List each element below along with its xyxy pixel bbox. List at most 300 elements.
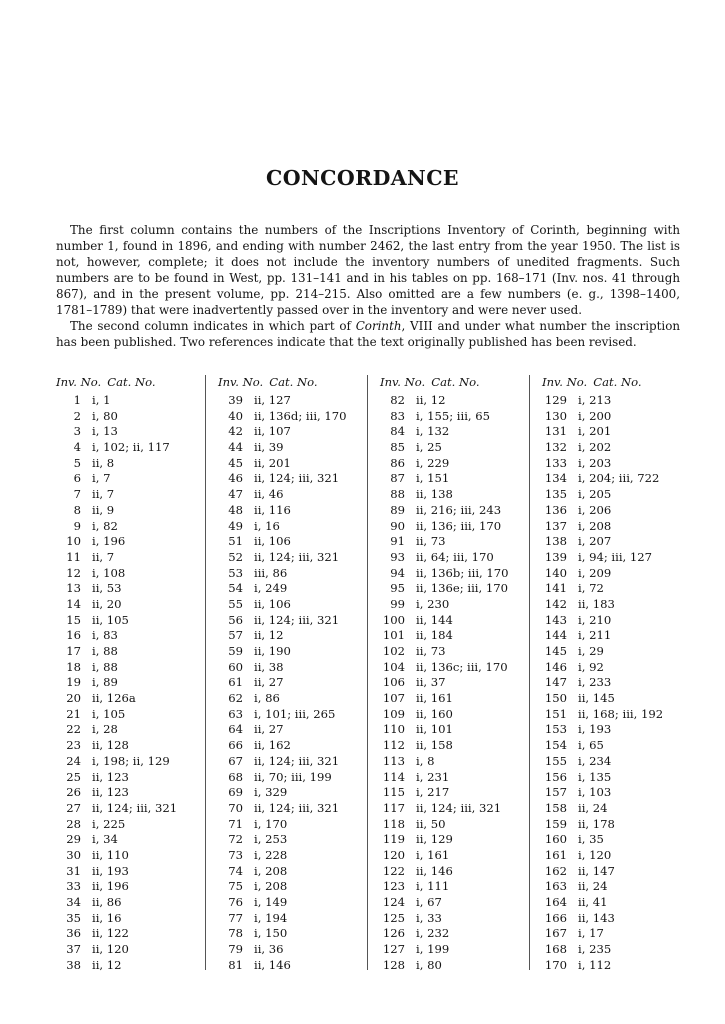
inv-number: 109 [382,706,405,721]
concordance-row [56,895,206,911]
inv-number: 69 [228,785,243,800]
concordance-row [56,660,206,676]
concordance-row [56,597,206,613]
concordance-column-3 [380,373,530,973]
inv-number: 11 [66,549,81,564]
concordance-row [218,754,368,770]
concordance-row [380,738,530,754]
cat-number: ii, 20 [92,596,122,611]
cat-number: i, 33 [416,910,442,925]
concordance-row [56,424,206,440]
inv-number: 87 [390,471,405,486]
inv-number: 26 [66,785,81,800]
inv-number: 139 [544,549,567,564]
inv-number: 29 [66,832,81,847]
concordance-row [218,644,368,660]
cat-number: i, 196 [92,534,126,549]
concordance-column-1 [56,373,206,973]
concordance-row [380,942,530,958]
cat-number: i, 170 [254,816,288,831]
intro-text [56,222,680,350]
inv-number: 21 [66,706,81,721]
cat-number: ii, 37 [416,675,446,690]
cat-number: ii, 70; iii, 199 [254,769,332,784]
cat-number: i, 149 [254,895,288,909]
concordance-row [542,471,692,487]
inv-number: 147 [544,675,567,690]
concordance-row [380,864,530,880]
cat-number: ii, 12 [416,393,446,407]
cat-number: ii, 146 [254,957,291,972]
cat-number: ii, 50 [416,816,446,831]
concordance-row [542,581,692,597]
concordance-row [380,801,530,817]
cat-number: ii, 127 [254,393,291,407]
inv-number: 158 [544,800,567,815]
concordance-row [380,644,530,660]
cat-number: ii, 178 [578,816,615,831]
inv-number: 82 [390,393,405,407]
inv-number: 60 [228,659,243,674]
cat-number: i, 67 [416,895,442,909]
cat-number: i, 94; iii, 127 [578,549,653,564]
cat-number: ii, 216; iii, 243 [416,502,502,517]
cat-number: ii, 73 [416,534,446,549]
concordance-row [56,550,206,566]
inv-number: 52 [228,549,243,564]
cat-number: i, 199 [416,942,450,957]
cat-number: ii, 7 [92,549,115,564]
cat-number: i, 8 [416,753,435,768]
cat-number: ii, 106 [254,596,291,611]
cat-number: ii, 136b; iii, 170 [416,565,509,580]
concordance-row [218,613,368,629]
cat-number: i, 217 [416,785,450,800]
inv-number: 157 [544,785,567,800]
inv-number: 27 [66,800,81,815]
cat-number: ii, 110 [92,847,129,862]
concordance-row [542,503,692,519]
cat-number: ii, 24 [578,800,608,815]
inv-number: 168 [544,942,567,957]
concordance-row [56,722,206,738]
concordance-row [380,597,530,613]
concordance-row [542,848,692,864]
cat-number: ii, 168; iii, 192 [578,706,664,721]
concordance-row [218,597,368,613]
inv-number: 78 [228,926,243,941]
inv-number: 71 [228,816,243,831]
cat-number: ii, 27 [254,675,284,690]
cat-number: i, 111 [416,879,450,894]
inv-number: 138 [544,534,567,549]
inv-no-header: Inv. No. [380,375,426,389]
column-header [542,373,692,393]
cat-number: i, 231 [416,769,450,784]
concordance-row [542,613,692,629]
cat-number: ii, 190 [254,644,291,658]
cat-number: ii, 16 [92,910,122,925]
cat-number: ii, 36 [254,942,284,957]
cat-number: i, 108 [92,565,126,580]
cat-number: i, 253 [254,832,288,847]
cat-number: i, 204; iii, 722 [578,471,660,486]
concordance-row [542,550,692,566]
inv-number: 123 [382,879,405,894]
inv-number: 56 [228,612,243,627]
concordance-row [542,911,692,927]
cat-number: ii, 64; iii, 170 [416,549,494,564]
inv-number: 1 [73,393,81,407]
inv-number: 118 [382,816,405,831]
concordance-row [56,879,206,895]
cat-number: ii, 120 [92,942,129,957]
cat-number: i, 209 [578,565,612,580]
cat-number: ii, 124; iii, 321 [254,471,340,486]
concordance-row [218,770,368,786]
concordance-row [542,534,692,550]
cat-number: i, 198; ii, 129 [92,753,170,768]
cat-number: i, 13 [92,424,118,439]
concordance-row [542,801,692,817]
cat-number: i, 132 [416,424,450,439]
inv-number: 14 [66,596,81,611]
concordance-row [218,503,368,519]
cat-number: i, 208 [254,879,288,894]
inv-number: 86 [390,455,405,470]
column-divider [529,375,530,970]
concordance-row [218,566,368,582]
concordance-row [218,534,368,550]
intro-paragraph-2: The second column indicates in which part of Corinth, VIII and under what number the inscription has been published. Two references indicate that the text originally published has been revised. [56,319,681,349]
concordance-row [56,864,206,880]
cat-number: ii, 106 [254,534,291,549]
concordance-row [218,456,368,472]
concordance-row [380,926,530,942]
concordance-row [542,817,692,833]
cat-no-header: Cat. No. [431,375,480,389]
cat-number: i, 225 [92,816,126,831]
inv-number: 66 [228,738,243,753]
inv-number: 18 [66,659,81,674]
inv-number: 20 [66,691,81,706]
concordance-row [542,942,692,958]
inv-number: 25 [66,769,81,784]
cat-number: ii, 124; iii, 321 [416,800,502,815]
inv-number: 125 [382,910,405,925]
inv-number: 170 [544,957,567,972]
inv-number: 59 [228,644,243,658]
cat-number: i, 200 [578,408,612,423]
concordance-row [542,864,692,880]
inv-number: 151 [544,706,567,721]
cat-number: ii, 7 [92,487,115,502]
concordance-row [218,785,368,801]
inv-number: 74 [228,863,243,878]
concordance-row [542,738,692,754]
concordance-row [380,581,530,597]
cat-number: i, 208 [578,518,612,533]
concordance-row [218,722,368,738]
inv-number: 132 [544,440,567,455]
concordance-row [56,675,206,691]
inv-number: 142 [544,596,567,611]
cat-number: ii, 160 [416,706,453,721]
inv-number: 161 [544,847,567,862]
concordance-row [380,550,530,566]
concordance-row [218,832,368,848]
cat-number: i, 210 [578,612,612,627]
concordance-row [56,440,206,456]
inv-number: 114 [382,769,405,784]
inv-number: 4 [73,440,81,455]
inv-number: 89 [390,502,405,517]
concordance-row [542,487,692,503]
inv-number: 127 [382,942,405,957]
concordance-row [542,754,692,770]
concordance-row [380,879,530,895]
cat-number: ii, 27 [254,722,284,737]
concordance-row [380,519,530,535]
inv-number: 135 [544,487,567,502]
cat-number: ii, 124; iii, 321 [254,753,340,768]
concordance-row [542,628,692,644]
concordance-row [218,879,368,895]
inv-number: 119 [382,832,405,847]
inv-number: 90 [390,518,405,533]
concordance-row [218,926,368,942]
concordance-row [218,801,368,817]
concordance-row [380,785,530,801]
concordance-row [56,926,206,942]
inv-number: 141 [544,581,567,596]
cat-number: ii, 162 [254,738,291,753]
inv-number: 100 [382,612,405,627]
cat-number: i, 28 [92,722,118,737]
inv-number: 137 [544,518,567,533]
concordance-row [380,754,530,770]
concordance-row [218,550,368,566]
concordance-row [380,566,530,582]
cat-number: i, 16 [254,518,280,533]
concordance-row [56,911,206,927]
inv-number: 144 [544,628,567,643]
page-title: CONCORDANCE [266,166,459,190]
inv-number: 124 [382,895,405,909]
inv-number: 36 [66,926,81,941]
cat-number: ii, 39 [254,440,284,455]
inv-number: 15 [66,612,81,627]
concordance-row [380,440,530,456]
cat-number: i, 72 [578,581,604,596]
concordance-row [542,660,692,676]
inv-number: 8 [73,502,81,517]
cat-number: ii, 124; iii, 321 [92,800,178,815]
concordance-row [542,519,692,535]
inv-number: 24 [66,753,81,768]
cat-number: i, 88 [92,659,118,674]
concordance-row [380,456,530,472]
column-divider [367,375,368,970]
cat-number: i, 103 [578,785,612,800]
cat-number: i, 86 [254,691,280,706]
inv-number: 163 [544,879,567,894]
column-divider [205,375,206,970]
cat-number: i, 89 [92,675,118,690]
concordance-row [542,566,692,582]
cat-number: ii, 193 [92,863,129,878]
concordance-row [56,471,206,487]
inv-number: 131 [544,424,567,439]
cat-number: ii, 158 [416,738,453,753]
concordance-row [542,393,692,409]
inv-number: 166 [544,910,567,925]
cat-no-header: Cat. No. [269,375,318,389]
inv-number: 64 [228,722,243,737]
inv-number: 47 [228,487,243,502]
inv-number: 22 [66,722,81,737]
concordance-row [542,675,692,691]
inv-number: 67 [228,753,243,768]
concordance-row [218,895,368,911]
concordance-row [56,801,206,817]
concordance-row [56,738,206,754]
inv-number: 167 [544,926,567,941]
cat-number: ii, 116 [254,502,291,517]
concordance-row [380,958,530,974]
concordance-row [56,534,206,550]
cat-number: ii, 129 [416,832,453,847]
intro-paragraph-1: The first column contains the numbers of the Inscriptions Inventory of Corinth, beginning with number 1, found in 1896, and ending with number 2462, the last entry from the year 1950. The list is not, however, complete; it does not include the inventory numbers of unedited fragments. Such numbers are to be found in West, pp. 131–141 and in his tables on pp. 168–171 (Inv. nos. 41 through 867), and in the present volume, pp. 214–215. Also omitted are a few numbers (e. g., 1398–1400, 1781–1789) that were inadvertently passed over in the inventory and were never used. [56,223,680,317]
inv-number: 136 [544,502,567,517]
inv-number: 129 [544,393,567,407]
concordance-row [380,409,530,425]
inv-number: 23 [66,738,81,753]
inv-number: 48 [228,502,243,517]
cat-number: i, 80 [92,408,118,423]
inv-number: 159 [544,816,567,831]
inv-number: 44 [228,440,243,455]
cat-number: i, 120 [578,847,612,862]
concordance-row [218,440,368,456]
inv-number: 79 [228,942,243,957]
inv-number: 134 [544,471,567,486]
inv-number: 133 [544,455,567,470]
cat-number: ii, 124; iii, 321 [254,800,340,815]
cat-number: i, 161 [416,847,450,862]
inv-number: 7 [73,487,81,502]
cat-number: ii, 161 [416,691,453,706]
inv-number: 101 [382,628,405,643]
concordance-row [380,487,530,503]
concordance-row [56,628,206,644]
cat-number: i, 34 [92,832,118,847]
cat-number: i, 203 [578,455,612,470]
concordance-row [56,958,206,974]
cat-number: ii, 123 [92,769,129,784]
inv-number: 2 [73,408,81,423]
inv-number: 9 [73,518,81,533]
cat-number: ii, 136e; iii, 170 [416,581,508,596]
inv-number: 156 [544,769,567,784]
inv-number: 153 [544,722,567,737]
cat-number: ii, 105 [92,612,129,627]
concordance-row [218,471,368,487]
inv-number: 110 [382,722,405,737]
cat-number: ii, 9 [92,502,115,517]
inv-number: 112 [382,738,405,753]
concordance-row [56,456,206,472]
concordance-row [380,707,530,723]
inv-number: 63 [228,706,243,721]
concordance-row [218,628,368,644]
inv-number: 146 [544,659,567,674]
inv-number: 81 [228,957,243,972]
column-header [218,373,368,393]
cat-number: ii, 136; iii, 170 [416,518,502,533]
cat-no-header: Cat. No. [107,375,156,389]
cat-number: ii, 136c; iii, 170 [416,659,508,674]
concordance-row [380,691,530,707]
inv-number: 77 [228,910,243,925]
inv-number: 51 [228,534,243,549]
inv-number: 30 [66,847,81,862]
concordance-row [56,566,206,582]
cat-number: i, 201 [578,424,612,439]
concordance-row [542,409,692,425]
cat-number: ii, 196 [92,879,129,894]
cat-number: i, 205 [578,487,612,502]
inv-number: 73 [228,847,243,862]
cat-number: ii, 144 [416,612,453,627]
inv-number: 155 [544,753,567,768]
cat-number: i, 206 [578,502,612,517]
concordance-row [218,660,368,676]
concordance-column-4 [542,373,692,973]
inv-number: 39 [228,393,243,407]
cat-number: i, 35 [578,832,604,847]
cat-number: i, 88 [92,644,118,658]
cat-number: ii, 46 [254,487,284,502]
concordance-row [218,911,368,927]
inv-number: 84 [390,424,405,439]
concordance-row [218,691,368,707]
inv-number: 17 [66,644,81,658]
inv-number: 140 [544,565,567,580]
column-header [380,373,530,393]
cat-number: i, 92 [578,659,604,674]
inv-number: 76 [228,895,243,909]
cat-number: ii, 8 [92,455,115,470]
inv-number: 115 [382,785,405,800]
cat-number: i, 25 [416,440,442,455]
concordance-row [56,817,206,833]
concordance-row [56,785,206,801]
inv-number: 10 [66,534,81,549]
inv-number: 88 [390,487,405,502]
cat-number: i, 112 [578,957,612,972]
concordance-row [380,895,530,911]
inv-number: 3 [73,424,81,439]
concordance-row [542,958,692,974]
cat-number: i, 155; iii, 65 [416,408,491,423]
cat-number: i, 151 [416,471,450,486]
cat-number: ii, 146 [416,863,453,878]
cat-number: ii, 24 [578,879,608,894]
cat-number: ii, 145 [578,691,615,706]
inv-number: 113 [382,753,405,768]
cat-number: ii, 41 [578,895,608,909]
